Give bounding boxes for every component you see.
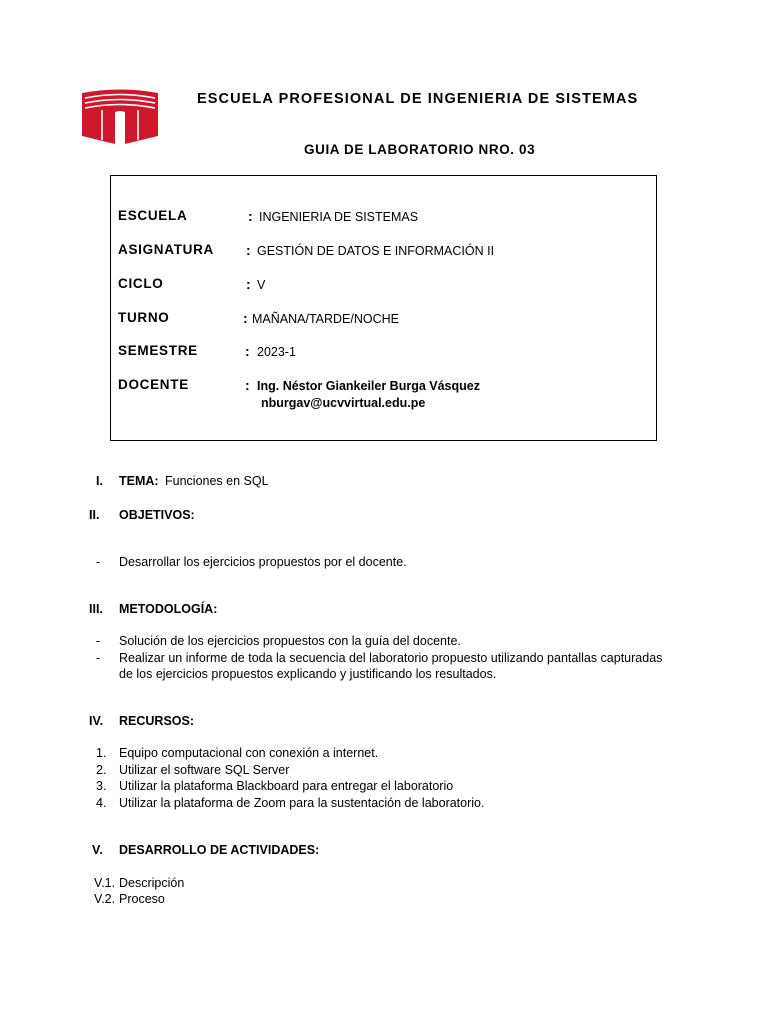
list-number: 3. [96,779,107,793]
subsection-title: Proceso [119,892,165,906]
info-value-semestre: 2023-1 [257,345,296,359]
section-number: II. [89,508,100,522]
docente-email: nburgav@ucvvirtual.edu.pe [261,396,426,410]
section-number: I. [96,474,103,488]
section-title-metodologia: METODOLOGÍA: [119,602,218,616]
section-title-tema: TEMA: [119,474,159,488]
list-item-continuation: de los ejercicios propuestos explicando y justificando los resultados. [119,667,497,681]
section-number: III. [89,602,103,616]
info-value-asignatura: GESTIÓN DE DATOS E INFORMACIÓN II [257,244,495,258]
list-item: Utilizar la plataforma Blackboard para entregar el laboratorio [119,779,454,793]
info-colon: : [245,377,250,393]
list-bullet: - [96,555,101,569]
info-value-turno: MAÑANA/TARDE/NOCHE [252,312,400,326]
university-logo-icon [82,88,158,144]
section-number: IV. [89,714,104,728]
list-bullet: - [96,634,101,648]
list-item: Equipo computacional con conexión a internet. [119,746,379,760]
info-colon: : [243,310,248,326]
info-value-ciclo: V [257,278,266,292]
info-label-asignatura: ASIGNATURA [118,242,214,257]
list-item: Realizar un informe de toda la secuencia del laboratorio propuesto utilizando pantallas capturadas [119,651,663,665]
list-item: Desarrollar los ejercicios propuestos por el docente. [119,555,407,569]
guide-title: GUIA DE LABORATORIO NRO. 03 [304,142,536,157]
info-value-docente: Ing. Néstor Giankeiler Burga Vásquez [257,379,480,393]
info-label-turno: TURNO [118,310,170,325]
info-value-escuela: INGENIERIA DE SISTEMAS [259,210,419,224]
info-colon: : [248,208,253,224]
section-title-desarrollo: DESARROLLO DE ACTIVIDADES: [119,843,320,857]
info-label-ciclo: CICLO [118,276,164,291]
course-info-box [110,175,657,441]
list-number: 4. [96,796,107,810]
section-number: V. [92,843,103,857]
section-title-recursos: RECURSOS: [119,714,195,728]
info-label-semestre: SEMESTRE [118,343,198,358]
school-title: ESCUELA PROFESIONAL DE INGENIERIA DE SISTEMAS [197,91,639,107]
subsection-title: Descripción [119,876,185,890]
list-number: 1. [96,746,107,760]
list-item: Solución de los ejercicios propuestos con la guía del docente. [119,634,461,648]
info-colon: : [245,343,250,359]
list-bullet: - [96,651,101,665]
info-label-escuela: ESCUELA [118,208,188,223]
subsection-number: V.1. [94,876,116,890]
list-number: 2. [96,763,107,777]
list-item: Utilizar el software SQL Server [119,763,290,777]
info-colon: : [246,242,251,258]
info-colon: : [246,276,251,292]
tema-value: Funciones en SQL [165,474,269,488]
section-title-objetivos: OBJETIVOS: [119,508,195,522]
list-item: Utilizar la plataforma de Zoom para la sustentación de laboratorio. [119,796,485,810]
subsection-number: V.2. [94,892,116,906]
info-label-docente: DOCENTE [118,377,189,392]
